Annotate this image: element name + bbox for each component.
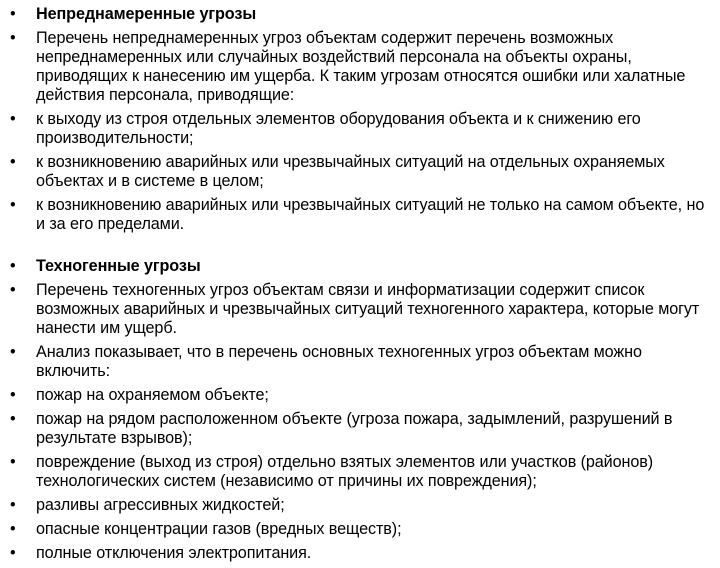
bullet-icon: • <box>10 410 16 428</box>
list-item <box>10 453 716 491</box>
section-heading-unintentional-threats <box>10 5 716 24</box>
bullet-icon: • <box>10 196 16 214</box>
bullet-icon: • <box>10 153 16 171</box>
bullet-icon: • <box>10 520 16 538</box>
list-item <box>10 281 716 338</box>
list-item <box>10 520 716 539</box>
section-heading-text: Непреднамеренные угрозы <box>36 5 257 23</box>
list-item <box>10 196 716 234</box>
list-item-text: пожар на охраняемом объекте; <box>36 386 269 404</box>
bullet-icon: • <box>10 5 16 23</box>
section-heading-technogenic-threats <box>10 257 716 276</box>
list-item <box>10 110 716 148</box>
bullet-icon: • <box>10 257 16 275</box>
bullet-icon: • <box>10 544 16 562</box>
list-item <box>10 29 716 105</box>
list-item <box>10 496 716 515</box>
list-item <box>10 386 716 405</box>
list-item <box>10 343 716 381</box>
list-item-text: Перечень непреднамеренных угроз объектам содержит перечень возможных непреднамеренных или случайных воздействий персонала на объекты охраны, приводящих к нанесению им ущерба. К таким угрозам относятся ошибки или халатные действия персонала, приводящие: <box>36 29 686 104</box>
bullet-icon: • <box>10 453 16 471</box>
list-item <box>10 544 716 563</box>
list-item-text: пожар на рядом расположенном объекте (угроза пожара, задымлений, разрушений в результате взрывов); <box>36 410 673 447</box>
list-item-text: полные отключения электропитания. <box>36 544 312 562</box>
bullet-icon: • <box>10 110 16 128</box>
list-item-text: опасные концентрации газов (вредных веществ); <box>36 520 402 538</box>
list-item-text: повреждение (выход из строя) отдельно взятых элементов или участков (районов) технологических систем (независимо от причины их повреждения); <box>36 453 654 490</box>
bullet-icon: • <box>10 29 16 47</box>
list-item <box>10 153 716 191</box>
list-item-text: к возникновению аварийных или чрезвычайных ситуаций не только на самом объекте, но и за его пределами. <box>36 196 705 233</box>
list-item-text: к выходу из строя отдельных элементов оборудования объекта и к снижению его производительности; <box>36 110 641 147</box>
list-item-text: к возникновению аварийных или чрезвычайных ситуаций на отдельных охраняемых объектах и в системе в целом; <box>36 153 665 190</box>
bullet-list <box>10 5 716 568</box>
list-item-text: Анализ показывает, что в перечень основных техногенных угроз объектам можно включить: <box>36 343 642 380</box>
list-item <box>10 410 716 448</box>
bullet-icon: • <box>10 496 16 514</box>
section-heading-text: Техногенные угрозы <box>36 257 201 275</box>
bullet-icon: • <box>10 281 16 299</box>
bullet-icon: • <box>10 343 16 361</box>
list-item-text: Перечень техногенных угроз объектам связи и информатизации содержит список возможных аварийных и чрезвычайных ситуаций техногенного характера, которые могут нанести им ущерб. <box>36 281 700 337</box>
list-item-text: разливы агрессивных жидкостей; <box>36 496 285 514</box>
bullet-icon: • <box>10 386 16 404</box>
